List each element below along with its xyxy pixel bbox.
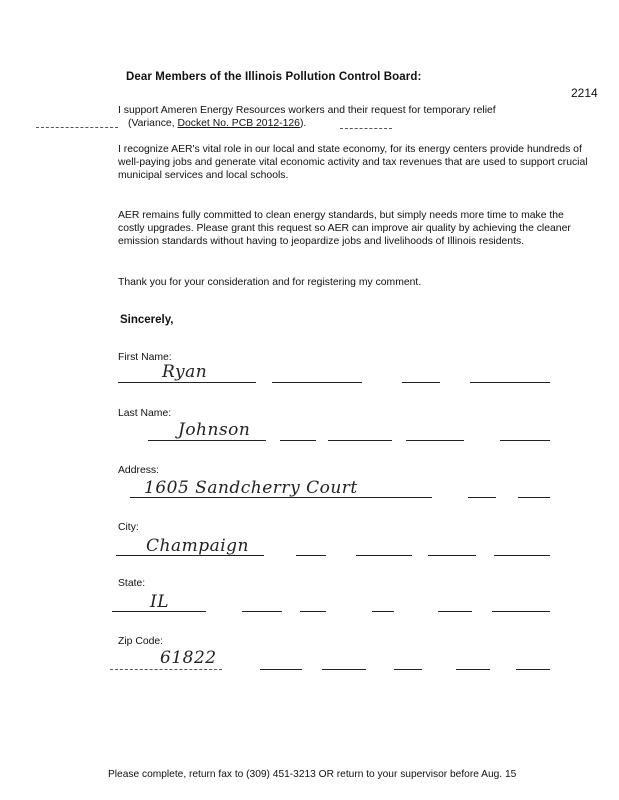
blank-line	[456, 669, 490, 670]
last-name-label: Last Name:	[118, 408, 172, 419]
address-line	[130, 497, 432, 498]
blank-line	[470, 382, 550, 383]
blank-line	[372, 611, 394, 612]
blank-line	[356, 555, 412, 556]
blank-line	[468, 497, 496, 498]
blank-line	[492, 611, 550, 612]
blank-line	[428, 555, 476, 556]
last-name-line	[148, 440, 266, 441]
blank-line	[438, 611, 472, 612]
closing: Sincerely,	[120, 314, 174, 326]
blank-line	[500, 440, 550, 441]
zip-code-value[interactable]: 61822	[160, 648, 217, 668]
city-line	[116, 555, 264, 556]
docket-number: Docket No. PCB 2012-126	[177, 118, 300, 129]
first-name-value[interactable]: Ryan	[162, 362, 208, 382]
blank-line	[280, 440, 316, 441]
blank-line	[394, 669, 422, 670]
blank-line	[300, 611, 326, 612]
zip-code-label: Zip Code:	[118, 636, 164, 647]
blank-line	[260, 669, 302, 670]
state-label: State:	[118, 578, 146, 589]
docket-trailing-line	[340, 128, 392, 129]
city-label: City:	[118, 522, 139, 533]
paragraph-role: I recognize AER's vital role in our local and state economy, for its energy centers provide hundreds of well-paying jobs and generate vital economic activity and tax revenues that are used to support crucial municipal services and local schools.	[118, 144, 588, 181]
blank-line	[272, 382, 362, 383]
blank-line	[518, 497, 550, 498]
document-number: 2214	[571, 86, 598, 100]
first-name-label: First Name:	[118, 352, 172, 363]
blank-line	[296, 555, 326, 556]
first-name-line	[118, 382, 256, 383]
address-value[interactable]: 1605 Sandcherry Court	[144, 478, 358, 498]
zip-code-line	[110, 669, 222, 670]
paragraph-support-line2: (Variance, Docket No. PCB 2012-126).	[128, 118, 307, 129]
last-name-value[interactable]: Johnson	[178, 420, 251, 440]
salutation: Dear Members of the Illinois Pollution Control Board:	[126, 71, 422, 83]
paragraph-support-line1: I support Ameren Energy Resources workers and their request for temporary relief	[118, 105, 496, 116]
blank-line	[494, 555, 550, 556]
blank-line	[406, 440, 464, 441]
state-line	[112, 611, 206, 612]
footer-instructions: Please complete, return fax to (309) 451-3213 OR return to your supervisor before Aug. 15	[108, 769, 517, 780]
blank-line	[402, 382, 440, 383]
city-value[interactable]: Champaign	[146, 536, 249, 556]
blank-line	[242, 611, 282, 612]
state-value[interactable]: IL	[150, 592, 170, 612]
blank-line	[328, 440, 392, 441]
paragraph-support	[118, 104, 588, 130]
paragraph-thanks: Thank you for your consideration and for registering my comment.	[118, 277, 422, 288]
blank-line	[322, 669, 366, 670]
margin-dash-line	[36, 127, 118, 128]
blank-line	[516, 669, 550, 670]
address-label: Address:	[118, 465, 160, 476]
paragraph-commitment: AER remains fully committed to clean energy standards, but simply needs more time to make the costly upgrades. Please grant this request so AER can improve air quality by achieving the cleaner emission standards without having to jeopardize jobs and livelihoods of Illinois residents.	[118, 210, 571, 247]
